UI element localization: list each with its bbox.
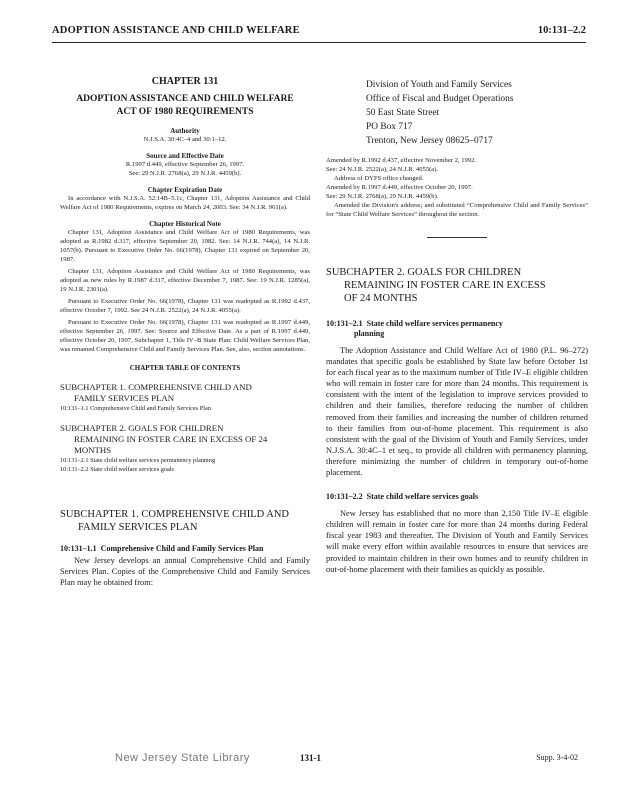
- toc-subchapter-1: SUBCHAPTER 1. COMPREHENSIVE CHILD AND FAMILY SERVICES PLAN: [60, 382, 252, 403]
- expiration-text: In accordance with N.J.S.A. 52:14B–5.1c, Chapter 131, Adoption Assistance and Child Welfare Act of 1980 Requirements, expires on March 24, 2003. See: 34 N.J.R. 961(a).: [60, 195, 310, 211]
- expiration-label: Chapter Expiration Date: [147, 186, 223, 194]
- history-label: Chapter Historical Note: [149, 220, 221, 228]
- right-column: [326, 78, 588, 575]
- authority-text: N.J.S.A. 30:4C–4 and 30:1–12.: [143, 136, 227, 143]
- source-label: Source and Effective Date: [146, 152, 224, 160]
- page-number: 131-1: [300, 753, 321, 763]
- history-paragraph: Chapter 131, Adoption Assistance and Child Welfare Act of 1980 Requirements, was adopted as R.1982 d.317, effective September 20, 1982. See: 14 N.J.R. 744(a), 14 N.J.R. 1057(b). Pursuant to Executive Order No. 66(1978), Chapter 131 expired on September 20, 1987.: [60, 229, 310, 263]
- section-21-heading: 10:131–2.1 State child welfare services permanency planning: [326, 319, 503, 338]
- section-22-heading: 10:131–2.2 State child welfare services goals: [326, 492, 479, 502]
- subchapter-1-heading: SUBCHAPTER 1. COMPREHENSIVE CHILD AND FAMILY SERVICES PLAN: [60, 509, 289, 533]
- header-section-number: 10:131–2.2: [537, 25, 586, 36]
- page-footer: [0, 752, 618, 768]
- subchapter-2-heading: SUBCHAPTER 2. GOALS FOR CHILDREN REMAINING IN FOSTER CARE IN EXCESS OF 24 MONTHS: [326, 267, 546, 304]
- header-title: ADOPTION ASSISTANCE AND CHILD WELFARE: [52, 25, 300, 36]
- supplement-date: Supp. 3-4-02: [536, 753, 578, 762]
- section-11-heading: 10:131–1.1 Comprehensive Child and Family Services Plan: [60, 544, 264, 553]
- running-header: [52, 22, 586, 43]
- toc-entry: 10:131–1.1 Comprehensive Child and Family Services Plan: [60, 405, 211, 412]
- section-11-body: New Jersey develops an annual Comprehensive Child and Family Services Plan. Copies of the Comprehensive Child and Family Services Plan may be obtained from:: [60, 556, 310, 588]
- chapter-title: ADOPTION ASSISTANCE AND CHILD WELFARE ACT OF 1980 REQUIREMENTS: [76, 94, 294, 117]
- toc-subchapter-2: SUBCHAPTER 2. GOALS FOR CHILDREN REMAINING IN FOSTER CARE IN EXCESS OF 24 MONTHS: [60, 423, 268, 455]
- history-notes: [60, 228, 310, 354]
- history-paragraph: Pursuant to Executive Order No. 66(1978), Chapter 131 was readopted as R.1997 d.449, effective September 26, 1997. See: Source and Effective Date. As a part of R.1997 d.449, effective October 20, 1997, Subchapter 1, Title IV–B State Plan: Child Welfare Services Plan, was renamed Comprehensive Child and Family Services Plan. See, also, section annotations.: [60, 319, 310, 353]
- amendment-notes: Amended by R.1992 d.437, effective November 2, 1992. See: 24 N.J.R. 2522(a), 24 N.J.R. 4055(a). Address of DYFS office changed. Amended by R.1997 d.449, effective October 20, 1997. See: 29 N.J.R. 2768(a), 29 N.J.R. 4459(b). Amended the Division's address; and substituted “Comprehensive Child and Family Services” for “State Child Welfare Services” throughout the section.: [326, 157, 588, 218]
- section-21-body: The Adoption Assistance and Child Welfare Act of 1980 (P.L. 96–272) mandates that specific goals be established by State law before October 1st for each fiscal year as to the maximum number of Title IV–E eligible children who will remain in foster care for more than 24 months. This requirement is consistent with the intent of the legislation to improve services provided to children and their families, therefore reducing the number of children removed from their families and increasing the number of children returned to their families from out-of-home placement. This requirement is also consistent with the goal of the Division of Youth and Family Services, under N.J.S.A. 30:4C–1 et seq., to provide all children with permanency planning, therefore minimizing the number of children in temporary out-of-home placement.: [326, 346, 588, 478]
- authority-label: Authority: [170, 127, 200, 135]
- section-divider: [427, 237, 487, 238]
- left-column: [60, 70, 310, 588]
- section-22-body: New Jersey has established that no more than 2,150 Title IV–E eligible children will remain in foster care for more than 24 months during Federal fiscal year 1983 and thereafter. The Division of Youth and Family Services will make every effort within available resources to ensure that services are provided to maintain children in their own homes and to reunify children in out-of-home placement with their families as quickly as possible.: [326, 509, 588, 574]
- toc-entry: 10:131–2.1 State child welfare services permanency planning: [60, 457, 216, 464]
- toc-entry: 10:131–2.2 State child welfare services goals: [60, 466, 175, 473]
- source-line: R.1997 d.449, effective September 26, 1997.: [125, 161, 245, 168]
- toc-title: CHAPTER TABLE OF CONTENTS: [129, 364, 241, 372]
- history-paragraph: Pursuant to Executive Order No. 66(1978), Chapter 131 was readopted as R.1992 d.437, effective October 7, 1992. See 24 N.J.R. 2522(a), 24 N.J.R. 4055(a).: [60, 298, 310, 314]
- history-paragraph: Chapter 131, Adoption Assistance and Child Welfare Act of 1980 Requirements, was adopted as new rules by R.1987 d.317, effective December 7, 1987. See: 19 N.J.R. 1285(a), 19 N.J.R. 2301(a).: [60, 268, 310, 293]
- address-block: Division of Youth and Family Services Office of Fiscal and Budget Operations 50 East State Street PO Box 717 Trenton, New Jersey 08625–0717: [366, 80, 514, 146]
- library-stamp: New Jersey State Library: [115, 752, 250, 764]
- source-line: See: 29 N.J.R. 2768(a), 29 N.J.R. 4459(b).: [128, 170, 242, 177]
- chapter-number: CHAPTER 131: [151, 76, 219, 87]
